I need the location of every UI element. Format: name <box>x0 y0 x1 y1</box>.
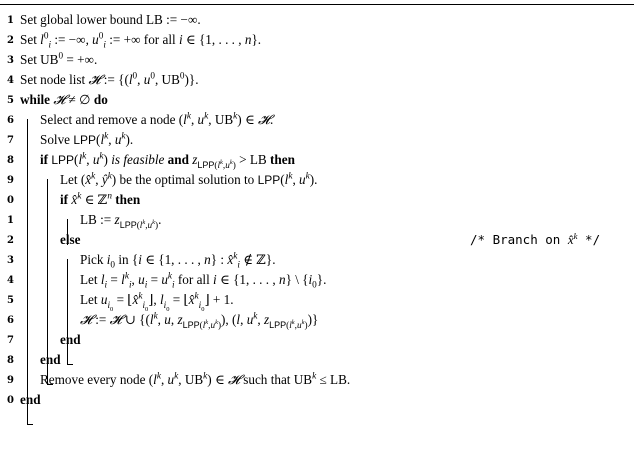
algo-line <box>0 350 634 370</box>
line-number: 6 <box>7 315 14 326</box>
line-text: else <box>60 232 81 247</box>
line-number: 2 <box>7 235 14 246</box>
line-text: 𝓗 := 𝓗 ∪ {($l^k$, u, $z_{LPP(l^k,u^k)}$), (l, $u^k$, $z_{LPP(l^k,u^k)}$)} <box>80 310 319 330</box>
line-text: Set $l^0_i$ := −∞, $u^0_i$ := +∞ for all i ∈ {1, . . . , n}. <box>20 30 262 50</box>
line-number: 5 <box>7 95 14 106</box>
line-number: 3 <box>7 255 14 266</box>
line-text: if x̂$^k$ ∈ ℤ$^n$ then <box>60 190 141 207</box>
algo-line <box>0 90 634 110</box>
line-text: Let (x̂$^k$, $ŷ^k$) be the optimal solution to $LPP(l^k$, $u^k$). <box>60 170 318 187</box>
algo-line <box>0 70 634 90</box>
line-text: Set node list 𝓗 := {($l^0$, $u^0$, $UB^0$)}. <box>20 70 199 87</box>
algo-line <box>0 310 634 330</box>
line-text: LB := $z_{LPP(l^k,u^k)}$. <box>80 212 162 230</box>
line-text: Remove every node ($l^k$, $u^k$, $UB^k$) ∈ 𝓗 such that $UB^k$ ≤ LB. <box>40 370 351 387</box>
algo-line <box>0 150 634 170</box>
algo-line <box>0 10 634 30</box>
top-rule <box>0 4 634 5</box>
algo-line <box>0 330 634 350</box>
algo-line <box>0 50 634 70</box>
line-number: 8 <box>7 355 14 366</box>
line-number: 6 <box>7 115 14 126</box>
algo-line <box>0 370 634 390</box>
algo-line <box>0 210 634 230</box>
line-number: 7 <box>7 135 14 146</box>
line-text: end <box>60 332 81 347</box>
line-text: end <box>20 392 41 407</box>
while-block-tick <box>27 424 33 425</box>
algo-line <box>0 230 634 250</box>
line-number: 0 <box>7 395 14 406</box>
line-number: 2 <box>7 35 14 46</box>
line-text: Select and remove a node ($l^k$, $u^k$, $UB^k$) ∈ 𝓗. <box>40 110 274 127</box>
line-number: 4 <box>7 75 14 86</box>
line-text: Let $u_{i_0}$ = ⌊x̂$^k_{i_0}$⌋, $l_{i_0}$ = ⌊x̂$^k_{i_0}$⌋ + 1. <box>80 290 234 313</box>
line-number: 8 <box>7 155 14 166</box>
line-number: 1 <box>7 15 14 26</box>
algo-line <box>0 250 634 270</box>
line-number: 7 <box>7 335 14 346</box>
algo-line <box>0 270 634 290</box>
line-text: end <box>40 352 61 367</box>
line-number: 0 <box>7 195 14 206</box>
algo-line <box>0 170 634 190</box>
algo-line <box>0 110 634 130</box>
line-number: 1 <box>7 215 14 226</box>
line-text: if $LPP(l^k$, $u^k$) is feasible and $z_{LPP(l^k,u^k)}$ > LB then <box>40 150 295 170</box>
algo-line <box>0 190 634 210</box>
branch-comment: /* Branch on x̂$^k$ */ <box>470 230 601 247</box>
algo-line <box>0 130 634 150</box>
line-number: 5 <box>7 295 14 306</box>
algo-line <box>0 390 634 410</box>
line-number: 4 <box>7 275 14 286</box>
line-number: 9 <box>7 375 14 386</box>
line-number: 9 <box>7 175 14 186</box>
line-number: 3 <box>7 55 14 66</box>
line-text: Set $UB^0$ = +∞. <box>20 50 98 67</box>
line-text: Pick $i_0$ in {i ∈ {1, . . . , n} : x̂$^k_i$ ∉ ℤ}. <box>80 250 276 270</box>
line-text: Solve $LPP(l^k$, $u^k$). <box>40 130 134 147</box>
algo-line <box>0 290 634 313</box>
line-text: Let $l_i = l^k_i$, $u_i = u^k_i$ for all i ∈ {1, . . . , n} \ $\{i_0\}$. <box>80 270 327 290</box>
line-text: Set global lower bound LB := −∞. <box>20 12 201 27</box>
line-text: while 𝓗 ≠ ∅ do <box>20 92 108 107</box>
algo-line <box>0 30 634 50</box>
